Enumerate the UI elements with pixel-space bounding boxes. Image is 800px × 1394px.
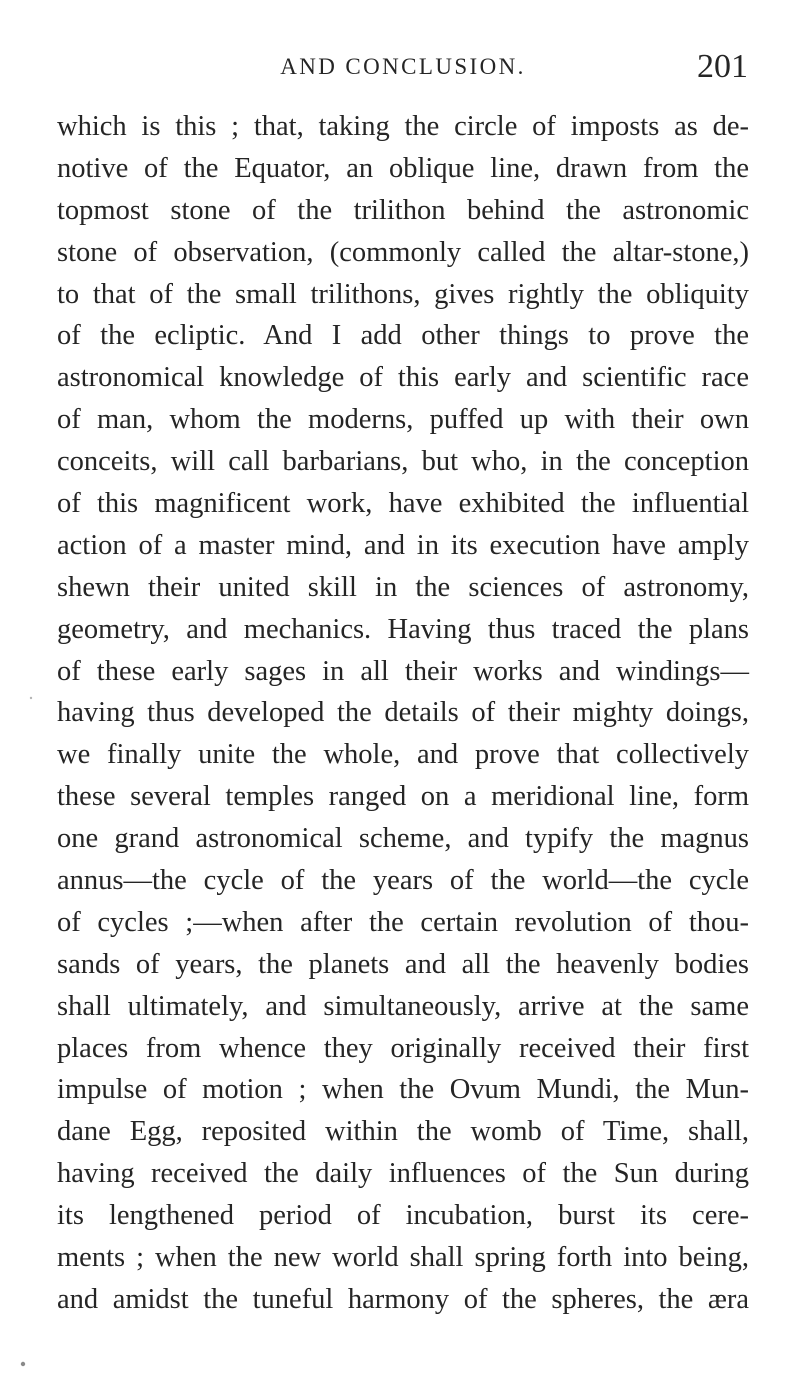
paper-speck: [21, 1362, 25, 1366]
text-line: of the ecliptic. And I add other things to prove the: [57, 320, 749, 352]
page-number: 201: [697, 48, 748, 85]
text-line: topmost stone of the trilithon behind the astronomic: [57, 194, 749, 226]
text-line: shewn their united skill in the sciences of astronomy,: [57, 571, 749, 603]
text-line: these several temples ranged on a meridional line, form: [57, 781, 749, 813]
text-line: which is this ; that, taking the circle of imposts as de-: [57, 111, 749, 142]
text-line: we finally unite the whole, and prove that collectively: [57, 739, 749, 771]
text-line: stone of observation, (commonly called the altar-stone,): [57, 236, 749, 268]
text-line: shall ultimately, and simultaneously, arrive at the same: [57, 990, 749, 1022]
text-line: geometry, and mechanics. Having thus traced the plans: [57, 613, 749, 645]
running-title: AND CONCLUSION.: [280, 54, 526, 79]
text-line: one grand astronomical scheme, and typify the magnus: [57, 823, 749, 855]
text-line: places from whence they originally received their first: [57, 1032, 749, 1064]
text-line: to that of the small trilithons, gives rightly the obliquity: [57, 278, 749, 310]
text-line: dane Egg, reposited within the womb of Time, shall,: [57, 1116, 749, 1148]
paper-speck: [30, 697, 32, 699]
text-line: sands of years, the planets and all the heavenly bodies: [57, 948, 749, 980]
text-line: impulse of motion ; when the Ovum Mundi, the Mun-: [57, 1074, 749, 1106]
text-line: action of a master mind, and in its execution have amply: [57, 529, 749, 561]
running-head: [58, 50, 748, 90]
text-line: and amidst the tuneful harmony of the spheres, the æra: [57, 1283, 749, 1315]
text-line: of these early sages in all their works and windings—: [57, 655, 749, 687]
text-line: notive of the Equator, an oblique line, drawn from the: [57, 152, 749, 184]
text-line: of man, whom the moderns, puffed up with their own: [57, 404, 749, 436]
text-line: annus—the cycle of the years of the world—the cycle: [57, 865, 749, 897]
body-text: [57, 106, 749, 1321]
text-line: ments ; when the new world shall spring forth into being,: [57, 1242, 749, 1274]
text-line: astronomical knowledge of this early and scientific race: [57, 362, 749, 394]
text-line: of this magnificent work, have exhibited the influential: [57, 488, 749, 520]
text-line: having received the daily influences of the Sun during: [57, 1158, 749, 1190]
text-line: conceits, will call barbarians, but who, in the conception: [57, 446, 749, 478]
text-line: of cycles ;—when after the certain revolution of thou-: [57, 906, 749, 938]
text-line: its lengthened period of incubation, burst its cere-: [57, 1200, 749, 1232]
text-line: having thus developed the details of their mighty doings,: [57, 697, 749, 729]
